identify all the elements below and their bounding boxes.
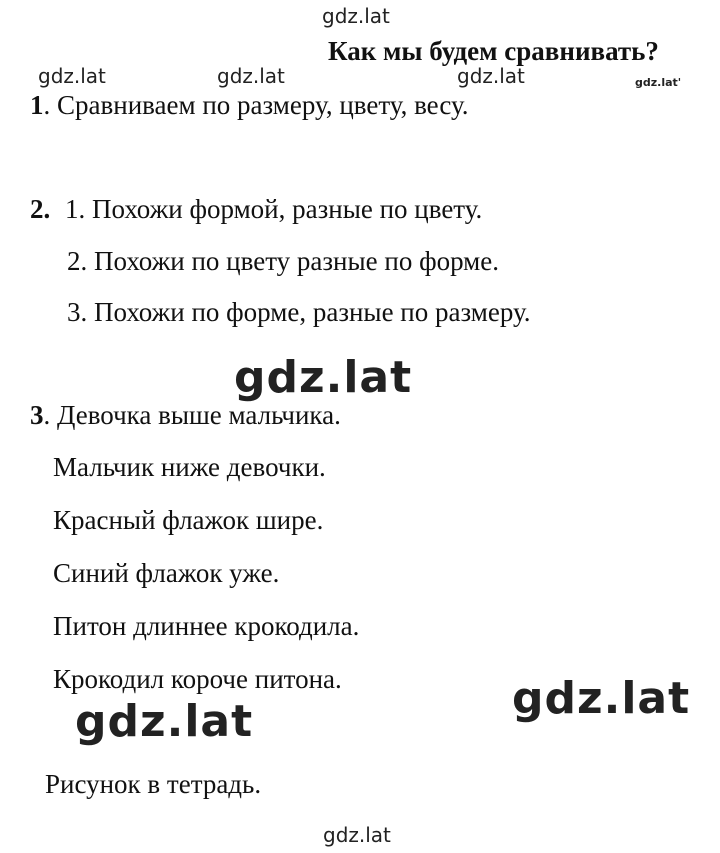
task-3-line-5: Крокодил короче питона. — [53, 664, 342, 694]
task-3-line-3: Синий флажок уже. — [53, 558, 280, 588]
watermark-top: gdz.lat — [322, 4, 390, 28]
task-3-line-0: . Девочка выше мальчика. — [43, 400, 341, 430]
task-1 — [30, 90, 469, 121]
watermark-big-1: gdz.lat — [234, 352, 413, 403]
task-2 — [30, 194, 482, 225]
watermark-row-2: gdz.lat — [217, 64, 285, 88]
watermark-big-2: gdz.lat — [512, 673, 691, 724]
watermark-row-4: gdz.lat' — [635, 76, 682, 89]
watermark-row-1: gdz.lat — [38, 64, 106, 88]
page-title: Как мы будем сравнивать? — [328, 36, 659, 66]
task-1-text: . Сравниваем по размеру, цвету, весу. — [43, 90, 469, 120]
watermark-bottom: gdz.lat — [323, 823, 391, 847]
task-3-number: 3 — [30, 400, 44, 430]
task-1-number: 1 — [30, 90, 44, 120]
footer-note: Рисунок в тетрадь. — [45, 769, 262, 799]
task-2-line-1: 1. Похожи формой, разные по цвету. — [65, 194, 483, 224]
task-2-line-3: 3. Похожи по форме, разные по размеру. — [67, 297, 531, 327]
task-2-number: 2. — [30, 194, 51, 224]
task-3 — [30, 400, 341, 431]
watermark-row-3: gdz.lat — [457, 64, 525, 88]
task-3-line-1: Мальчик ниже девочки. — [53, 452, 326, 482]
task-3-line-4: Питон длиннее крокодила. — [53, 611, 360, 641]
watermark-big-3: gdz.lat — [75, 696, 254, 747]
task-2-line-2: 2. Похожи по цвету разные по форме. — [67, 246, 499, 276]
task-3-line-2: Красный флажок шире. — [53, 505, 324, 535]
